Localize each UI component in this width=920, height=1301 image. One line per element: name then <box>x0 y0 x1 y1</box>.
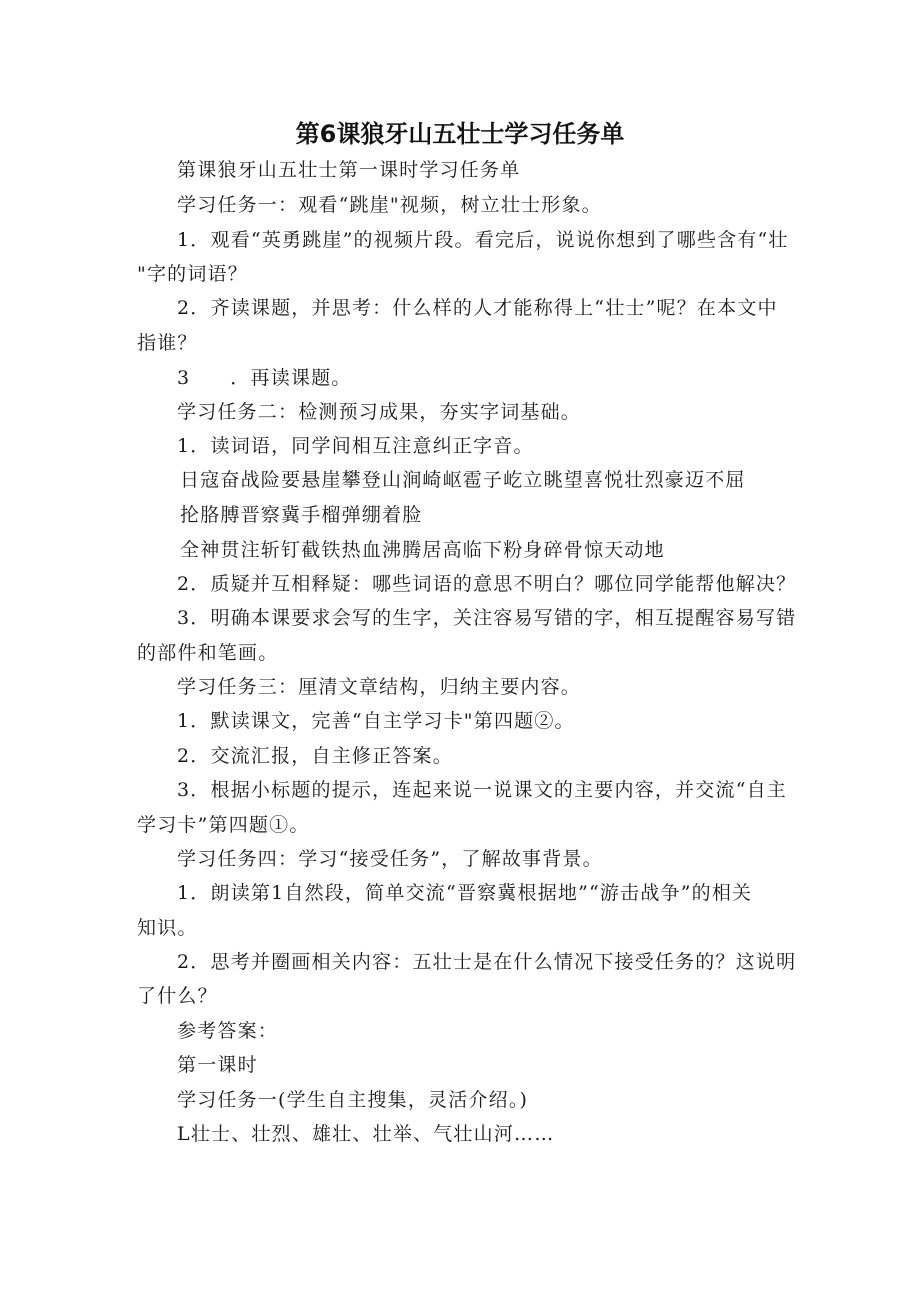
subtitle-line: 第课狼牙山五壮士第一课时学习任务单 <box>177 159 521 181</box>
vocab-row-3: 全神贯注斩钉截铁热血沸腾居高临下粉身碎骨惊天动地 <box>180 539 665 561</box>
answer-task-1-item-1: L壮士、壮烈、雄壮、壮举、气壮山河…… <box>177 1123 555 1145</box>
answers-heading: 参考答案： <box>177 1020 279 1042</box>
task-1-item-3-number: 3 <box>177 367 191 389</box>
task-1-item-2-cont: 指谁？ <box>137 332 198 354</box>
task-1-heading: 学习任务一：观看“跳崖"视频，树立壮士形象。 <box>177 194 602 216</box>
task-3-item-1: 1．默读课文，完善“自主学习卡"第四题②。 <box>177 710 575 732</box>
task-4-heading: 学习任务四：学习“接受任务”，了解故事背景。 <box>177 848 603 870</box>
vocab-row-2: 抡胳膊晋察冀手榴弹绷着脸 <box>180 504 423 526</box>
task-3-heading: 学习任务三：厘清文章结构，归纳主要内容。 <box>177 676 582 698</box>
lesson-1-heading: 第一课时 <box>177 1054 258 1076</box>
task-1-item-1-cont: "字的词语？ <box>137 263 248 285</box>
task-2-item-3-cont: 的部件和笔画。 <box>137 642 279 664</box>
task-3-item-3: 3．根据小标题的提示，连起来说一说课文的主要内容，并交流“自主 <box>177 779 788 801</box>
task-1-item-3-text: ．再读课题。 <box>230 367 352 389</box>
task-1-item-2: 2．齐读课题，并思考：什么样的人才能称得上“壮士”呢？在本文中 <box>177 297 778 319</box>
task-2-item-3: 3．明确本课要求会写的生字，关注容易写错的字，相互提醒容易写错 <box>177 607 797 629</box>
answer-task-1-heading: 学习任务一(学生自主搜集，灵活介绍。) <box>177 1089 529 1111</box>
page-title: 第6课狼牙山五壮士学习任务单 <box>295 120 625 148</box>
task-2-item-1: 1．读词语，同学间相互注意纠正字音。 <box>177 435 534 457</box>
task-2-item-2: 2．质疑并互相释疑：哪些词语的意思不明白？哪位同学能帮他解决？ <box>177 573 797 595</box>
task-3-item-2: 2．交流汇报，自主修正答案。 <box>177 745 453 767</box>
task-4-item-1-cont: 知识。 <box>137 917 198 939</box>
task-4-item-2: 2．思考并圈画相关内容：五壮士是在什么情况下接受任务的？这说明 <box>177 951 797 973</box>
task-1-item-3 <box>177 366 352 390</box>
vocab-row-1: 日寇奋战险要悬崖攀登山涧崎岖雹子屹立眺望喜悦壮烈豪迈不屈 <box>180 469 746 491</box>
task-2-heading: 学习任务二：检测预习成果，夯实字词基础。 <box>177 401 582 423</box>
task-3-item-3-cont: 学习卡”第四题①。 <box>137 814 310 836</box>
task-1-item-1: 1．观看“英勇跳崖”的视频片段。看完后，说说你想到了哪些含有“壮 <box>177 229 789 251</box>
task-4-item-1: 1．朗读第1自然段，简单交流“晋察冀根据地”“游击战争”的相关 <box>177 882 753 904</box>
task-4-item-2-cont: 了什么？ <box>137 985 218 1007</box>
